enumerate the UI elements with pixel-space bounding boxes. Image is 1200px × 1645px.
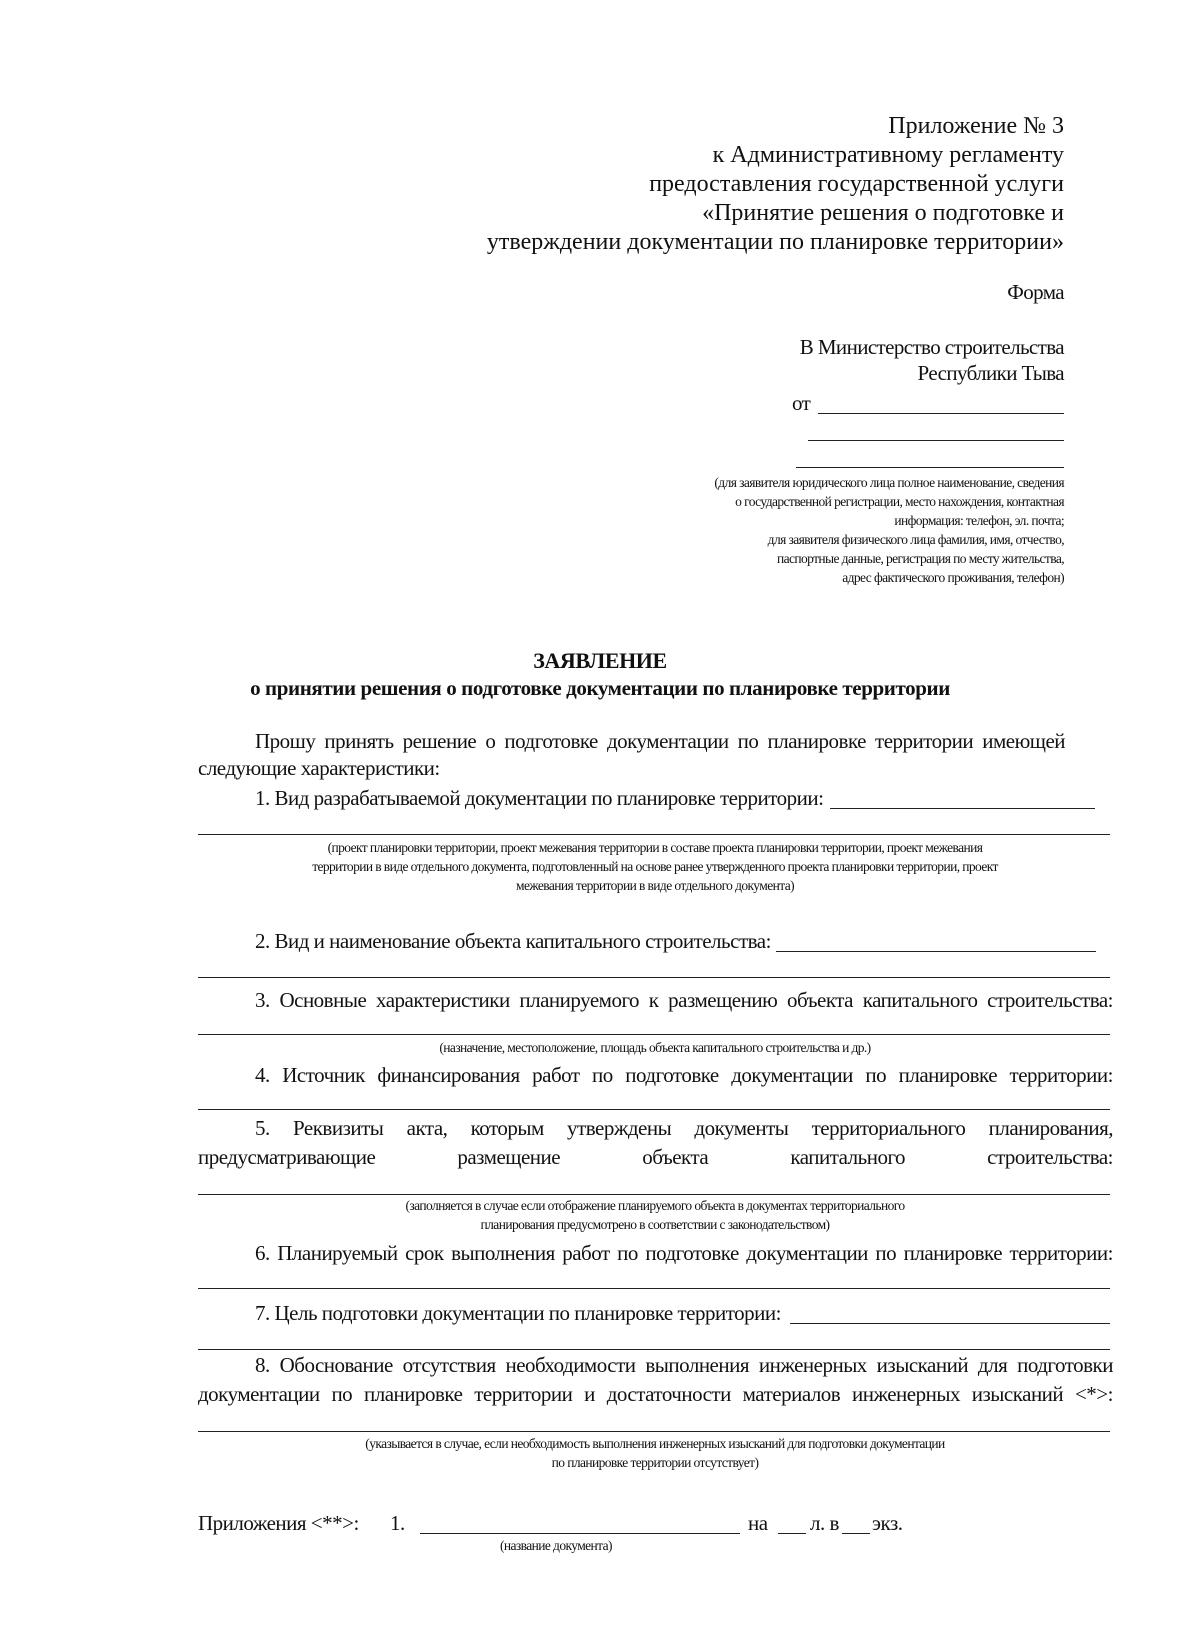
attachments-label: Приложения <**>: — [198, 1511, 359, 1535]
item-5-underline — [198, 1194, 1110, 1195]
from-underline-1 — [818, 413, 1064, 414]
item-3-label: 3. Основные характеристики планируемого к размещению объекта капитального строительства: — [255, 988, 1113, 1012]
attachment-copies-label: экз. — [872, 1511, 903, 1535]
item-8-field[interactable] — [198, 1405, 1110, 1431]
item-1-note — [180, 838, 1130, 895]
item-8-note-line: по планировке территории отсутствует) — [551, 1455, 759, 1470]
from-label: от — [792, 391, 811, 415]
intro-line-1: Прошу принять решение о подготовке документации по планировке территории имеющей — [255, 729, 1065, 753]
document-title: ЗАЯВЛЕНИЕ — [533, 648, 667, 673]
item-7-label: 7. Цель подготовки документации по планировке территории: — [255, 1301, 781, 1325]
item-5-note — [180, 1196, 1130, 1234]
item-8-label-2: документации по планировке территории и достаточности материалов инженерных изысканий <*>: — [198, 1382, 1113, 1406]
from-underline-3 — [796, 467, 1064, 468]
applicant-note-line: (для заявителя юридического лица полное наименование, сведения — [714, 475, 1064, 490]
item-7-field[interactable] — [790, 1297, 1110, 1323]
attachment-copies-underline — [842, 1533, 870, 1534]
attachment-name-field[interactable] — [420, 1507, 740, 1533]
item-8-note-line: (указывается в случае, если необходимость выполнения инженерных изысканий для подготовки документации — [365, 1436, 945, 1451]
attachment-note: (название документа) — [500, 1538, 612, 1553]
applicant-note-line: информация: телефон, эл. почта; — [894, 513, 1064, 528]
appendix-header — [364, 112, 1064, 257]
item-2-field-2[interactable] — [198, 951, 1110, 977]
item-5-label-1: 5. Реквизиты акта, которым утверждены документы территориального планирования, — [255, 1116, 1113, 1140]
item-1-note-line: (проект планировки территории, проект межевания территории в составе проекта планировки территории, проект межевания — [327, 840, 983, 855]
item-8-underline — [198, 1431, 1110, 1432]
item-5-label-2: предусматривающие размещение объекта капитального строительства: — [198, 1145, 1113, 1169]
attachment-copies-field[interactable] — [842, 1507, 870, 1533]
addressee-line-2: Республики Тыва — [917, 361, 1064, 385]
item-6-label: 6. Планируемый срок выполнения работ по подготовке документации по планировке территории: — [255, 1241, 1113, 1265]
from-field[interactable] — [818, 390, 1062, 414]
applicant-note-line: адрес фактического проживания, телефон) — [842, 570, 1064, 585]
attachment-sheets-label: л. в — [810, 1511, 839, 1535]
item-7-field-2[interactable] — [198, 1323, 1110, 1349]
item-8-label-1: 8. Обоснование отсутствия необходимости выполнения инженерных изысканий для подготовки — [255, 1353, 1113, 1377]
appendix-service: предоставления государственной услуги — [649, 171, 1064, 197]
item-6-underline — [198, 1288, 1110, 1289]
item-4-underline — [198, 1109, 1110, 1110]
item-3-underline — [198, 1034, 1110, 1035]
item-4-label: 4. Источник финансирования работ по подготовке документации по планировке территории: — [255, 1063, 1113, 1087]
item-1-note-line: межевания территории в виде отдельного документа) — [516, 878, 794, 893]
appendix-number: Приложение № 3 — [888, 113, 1064, 139]
applicant-note-line: паспортные данные, регистрация по месту жительства, — [776, 551, 1064, 566]
applicant-note-line: о государственной регистрации, место нахождения, контактная — [735, 494, 1064, 509]
attachment-on-label: на — [748, 1511, 768, 1535]
from-underline-2 — [808, 440, 1064, 441]
appendix-service-name-2: утверждении документации по планировке территории» — [486, 229, 1064, 255]
form-label: Форма — [1007, 280, 1064, 304]
attachment-name-underline — [420, 1533, 740, 1534]
item-3-note: (назначение, местоположение, площадь объекта капитального строительства и др.) — [439, 1040, 871, 1055]
item-5-field[interactable] — [198, 1168, 1110, 1194]
applicant-note-line: для заявителя физического лица фамилия, имя, отчество, — [767, 532, 1064, 547]
appendix-regulation: к Административному регламенту — [712, 142, 1064, 168]
item-2-underline-2 — [198, 977, 1110, 978]
item-1-field[interactable] — [830, 782, 1095, 808]
attachment-number: 1. — [390, 1511, 405, 1535]
item-4-field[interactable] — [198, 1083, 1110, 1109]
item-2-field[interactable] — [776, 925, 1096, 951]
item-5-note-line: (заполняется в случае если отображение планируемого объекта в документах территориального — [405, 1198, 905, 1213]
applicant-note — [544, 473, 1064, 587]
item-6-field[interactable] — [198, 1262, 1110, 1288]
item-1-field-2[interactable] — [198, 808, 1110, 834]
attachment-sheets-underline — [778, 1533, 806, 1534]
item-5-note-line: планирования предусмотрено в соответствии с законодательством) — [480, 1217, 830, 1232]
item-2-label: 2. Вид и наименование объекта капитального строительства: — [255, 929, 771, 953]
document-subtitle: о принятии решения о подготовке документации по планировке территории — [250, 676, 950, 700]
appendix-service-name-1: «Принятие решения о подготовке и — [702, 200, 1064, 226]
item-8-note — [180, 1434, 1130, 1472]
item-1-label: 1. Вид разрабатываемой документации по планировке территории: — [255, 786, 824, 810]
addressee-line-1: В Министерство строительства — [799, 335, 1064, 359]
item-1-underline-2 — [198, 834, 1110, 835]
item-1-note-line: территории в виде отдельного документа, подготовленный на основе ранее утвержденного проекта планировки территории, проект — [312, 859, 998, 874]
intro-line-2: следующие характеристики: — [198, 756, 440, 780]
item-3-field[interactable] — [198, 1008, 1110, 1034]
attachment-sheets-field[interactable] — [778, 1507, 806, 1533]
